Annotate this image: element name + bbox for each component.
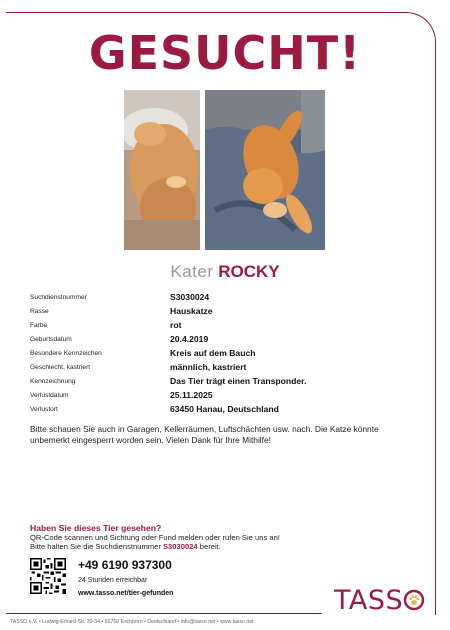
appeal-text: Bitte schauen Sie auch in Garagen, Kellerräumen, Luftschächten usw. nach. Die Katze könnte unbemerkt eingesperrt worden sein. Vielen Dank für Ihre Mithilfe! — [30, 424, 379, 445]
cat-photo-on-blanket — [205, 90, 325, 250]
detail-row — [30, 404, 430, 418]
detail-label: Farbe — [30, 322, 48, 329]
detail-value: Das Tier trägt einen Transponder. — [170, 376, 307, 386]
found-reference-line — [30, 542, 410, 551]
hotline-hours: 24 Stunden erreichbar — [78, 577, 148, 584]
pet-name: ROCKY — [218, 262, 280, 281]
detail-row — [30, 376, 430, 390]
detail-row — [30, 334, 430, 348]
detail-label: Verlustdatum — [30, 392, 69, 399]
qr-code-icon[interactable] — [30, 558, 66, 594]
report-website-link[interactable]: www.tasso.net/tier-gefunden — [78, 590, 174, 597]
cat-photo-sleeping — [124, 90, 200, 250]
poster-headline: GESUCHT! — [88, 26, 362, 80]
pet-kind: Kater — [170, 262, 214, 281]
detail-value: 25.11.2025 — [170, 390, 213, 400]
found-reference-number: S3030024 — [162, 542, 198, 551]
tasso-logo — [334, 585, 425, 616]
detail-value: Kreis auf dem Bauch — [170, 348, 256, 358]
detail-row — [30, 292, 430, 306]
detail-label: Verlustort — [30, 406, 58, 413]
detail-value: rot — [170, 320, 182, 330]
found-section — [30, 523, 410, 551]
pet-name-line — [0, 262, 450, 282]
detail-value: 63450 Hanau, Deutschland — [170, 404, 279, 414]
footer-address: TASSO e.V. • Ludwig-Erhard-Str. 30-34 • 65760 Eschborn • Deutschland • info@tasso.net • www.tasso.net — [10, 619, 254, 625]
detail-row — [30, 390, 430, 404]
poster-frame-bottom — [6, 613, 322, 614]
detail-label: Besondere Kennzeichen — [30, 350, 102, 357]
detail-label: Geburtsdatum — [30, 336, 72, 343]
detail-label: Suchdienstnummer — [30, 294, 87, 301]
detail-label: Kennzeichnung — [30, 378, 76, 385]
tasso-logo-text: TASS — [334, 585, 404, 616]
found-question: Haben Sie dieses Tier gesehen? — [30, 523, 162, 533]
found-instruction: QR-Code scannen und Sichtung oder Fund melden oder rufen Sie uns an! — [30, 533, 280, 542]
found-reference-suffix: bereit. — [199, 542, 221, 551]
detail-row — [30, 362, 430, 376]
detail-row — [30, 306, 430, 320]
detail-row — [30, 348, 430, 362]
hotline-phone[interactable]: +49 6190 937300 — [78, 558, 172, 572]
paw-o-icon — [403, 589, 425, 611]
pet-details-table — [30, 292, 430, 418]
detail-value: männlich, kastriert — [170, 362, 247, 372]
detail-label: Rasse — [30, 308, 49, 315]
detail-value: S3030024 — [170, 292, 210, 302]
detail-value: Hauskatze — [170, 306, 213, 316]
found-reference-prefix: Bitte halten Sie die Suchdienstnummer — [30, 542, 161, 551]
detail-label: Geschlecht, kastriert — [30, 364, 91, 371]
detail-row — [30, 320, 430, 334]
detail-value: 20.4.2019 — [170, 334, 209, 344]
